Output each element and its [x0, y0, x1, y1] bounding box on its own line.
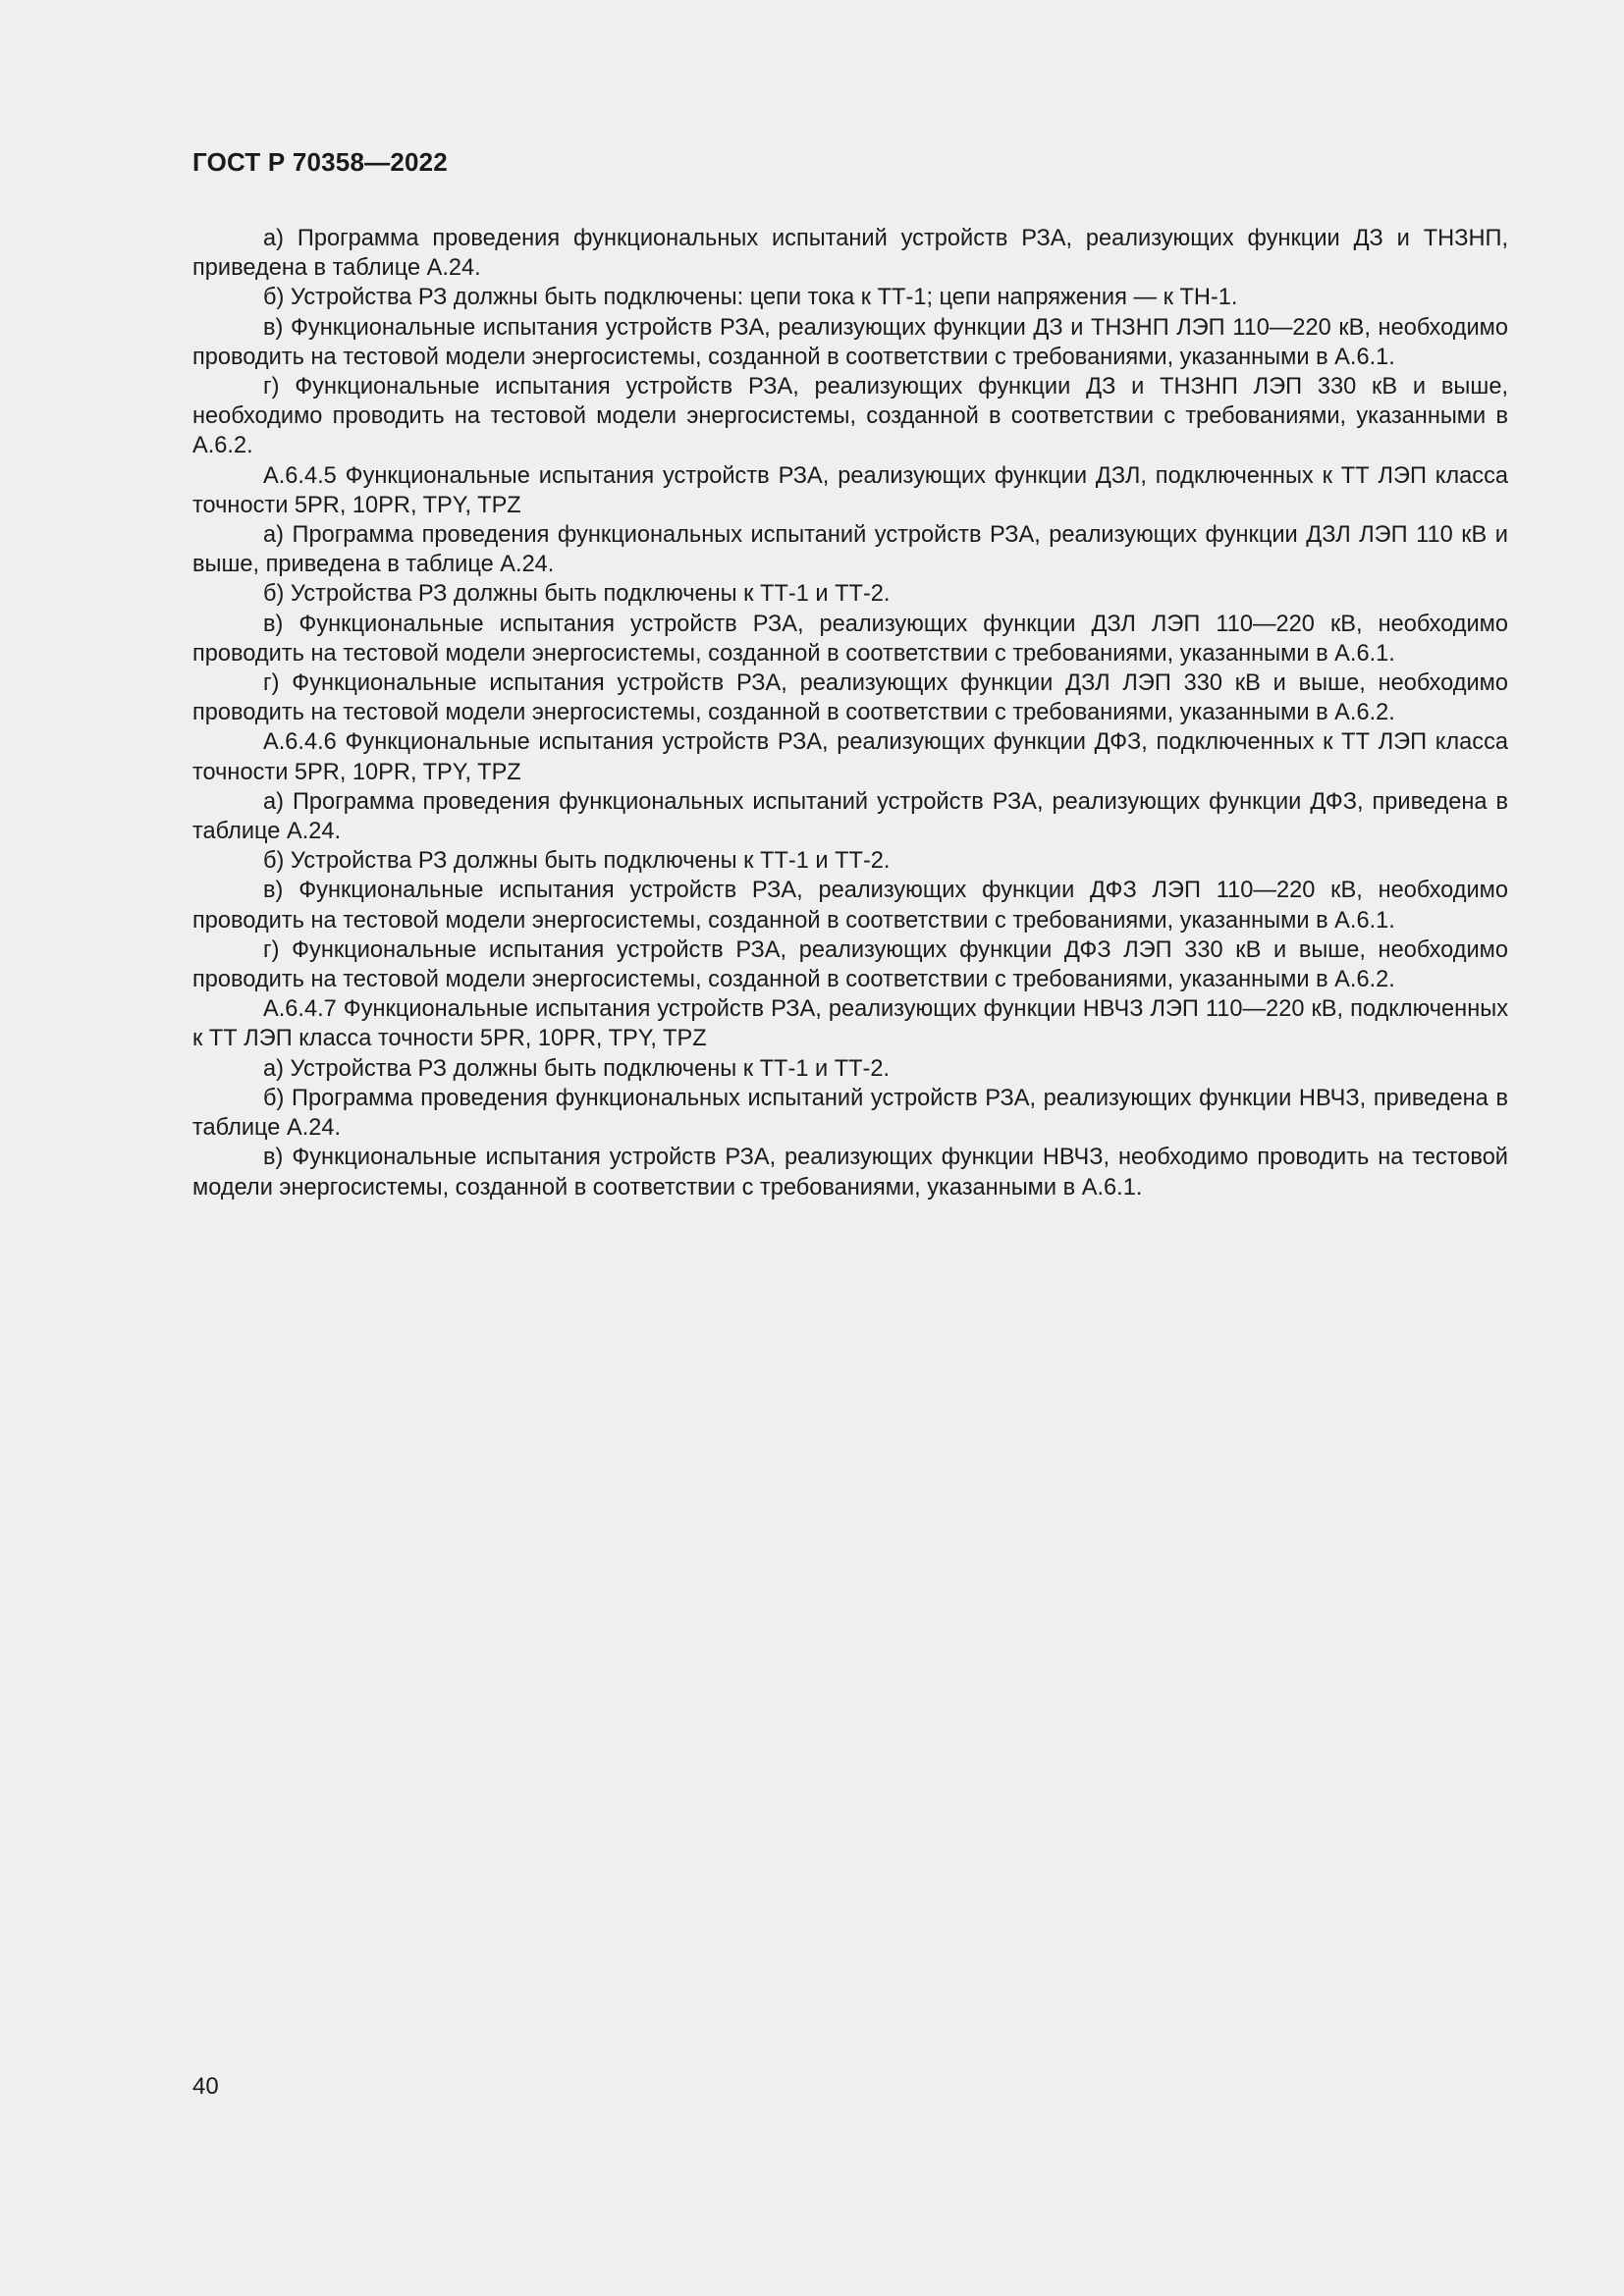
paragraph: а) Программа проведения функциональных испытаний устройств РЗА, реализующих функции ДЗЛ ЛЭП 110 кВ и выше, приведена в таблице А.24. [192, 522, 1508, 578]
paragraph: б) Устройства РЗ должны быть подключены к ТТ-1 и ТТ-2. [263, 848, 891, 875]
section-heading-a-6-4-5: А.6.4.5 Функциональные испытания устройств РЗА, реализующих функции ДЗЛ, подключенных к ТТ ЛЭП класса точности 5PR, 10PR, TPY, TPZ [192, 462, 1508, 518]
section-heading-a-6-4-6: А.6.4.6 Функциональные испытания устройств РЗА, реализующих функции ДФЗ, подключенных к ТТ ЛЭП класса точности 5PR, 10PR, TPY, TPZ [192, 729, 1508, 785]
paragraph: в) Функциональные испытания устройств РЗА, реализующих функции ДЗ и ТНЗНП ЛЭП 110—220 кВ, необходимо проводить на тестовой модели энергосистемы, созданной в соответствии с требованиями, указанными в А.6.1. [192, 314, 1508, 370]
paragraph: б) Устройства РЗ должны быть подключены к ТТ-1 и ТТ-2. [263, 581, 891, 608]
paragraph: б) Программа проведения функциональных испытаний устройств РЗА, реализующих функции НВЧЗ, приведена в таблице А.24. [192, 1085, 1508, 1142]
paragraph: г) Функциональные испытания устройств РЗА, реализующих функции ДЗ и ТНЗНП ЛЭП 330 кВ и выше, необходимо проводить на тестовой модели энергосистемы, созданной в соответствии с требованиями, указанными в А.6.2. [192, 374, 1508, 459]
paragraph: а) Программа проведения функциональных испытаний устройств РЗА, реализующих функции ДФЗ, приведена в таблице А.24. [192, 788, 1508, 845]
page-number: 40 [192, 2073, 219, 2100]
paragraph: в) Функциональные испытания устройств РЗА, реализующих функции ДФЗ ЛЭП 110—220 кВ, необходимо проводить на тестовой модели энергосистемы, созданной в соответствии с требованиями, указанными в А.6.1. [192, 878, 1508, 934]
document-body [192, 224, 1508, 1202]
paragraph: г) Функциональные испытания устройств РЗА, реализующих функции ДФЗ ЛЭП 330 кВ и выше, необходимо проводить на тестовой модели энергосистемы, созданной в соответствии с требованиями, указанными в А.6.2. [192, 936, 1508, 993]
paragraph: а) Устройства РЗ должны быть подключены к ТТ-1 и ТТ-2. [263, 1055, 891, 1082]
paragraph: а) Программа проведения функциональных испытаний устройств РЗА, реализующих функции ДЗ и ТНЗНП, приведена в таблице А.24. [192, 226, 1508, 282]
paragraph: в) Функциональные испытания устройств РЗА, реализующих функции ДЗЛ ЛЭП 110—220 кВ, необходимо проводить на тестовой модели энергосистемы, созданной в соответствии с требованиями, указанными в А.6.1. [192, 611, 1508, 667]
paragraph: б) Устройства РЗ должны быть подключены: цепи тока к ТТ-1; цепи напряжения — к ТН-1. [263, 285, 1238, 311]
paragraph: г) Функциональные испытания устройств РЗА, реализующих функции ДЗЛ ЛЭП 330 кВ и выше, необходимо проводить на тестовой модели энергосистемы, созданной в соответствии с требованиями, указанными в А.6.2. [192, 670, 1508, 726]
paragraph: в) Функциональные испытания устройств РЗА, реализующих функции НВЧЗ, необходимо проводить на тестовой модели энергосистемы, созданной в соответствии с требованиями, указанными в А.6.1. [192, 1145, 1508, 1201]
section-heading-a-6-4-7: А.6.4.7 Функциональные испытания устройств РЗА, реализующих функции НВЧЗ ЛЭП 110—220 кВ, подключенных к ТТ ЛЭП класса точности 5PR, 10PR, TPY, TPZ [192, 996, 1508, 1052]
document-id-header: ГОСТ Р 70358—2022 [192, 147, 448, 177]
